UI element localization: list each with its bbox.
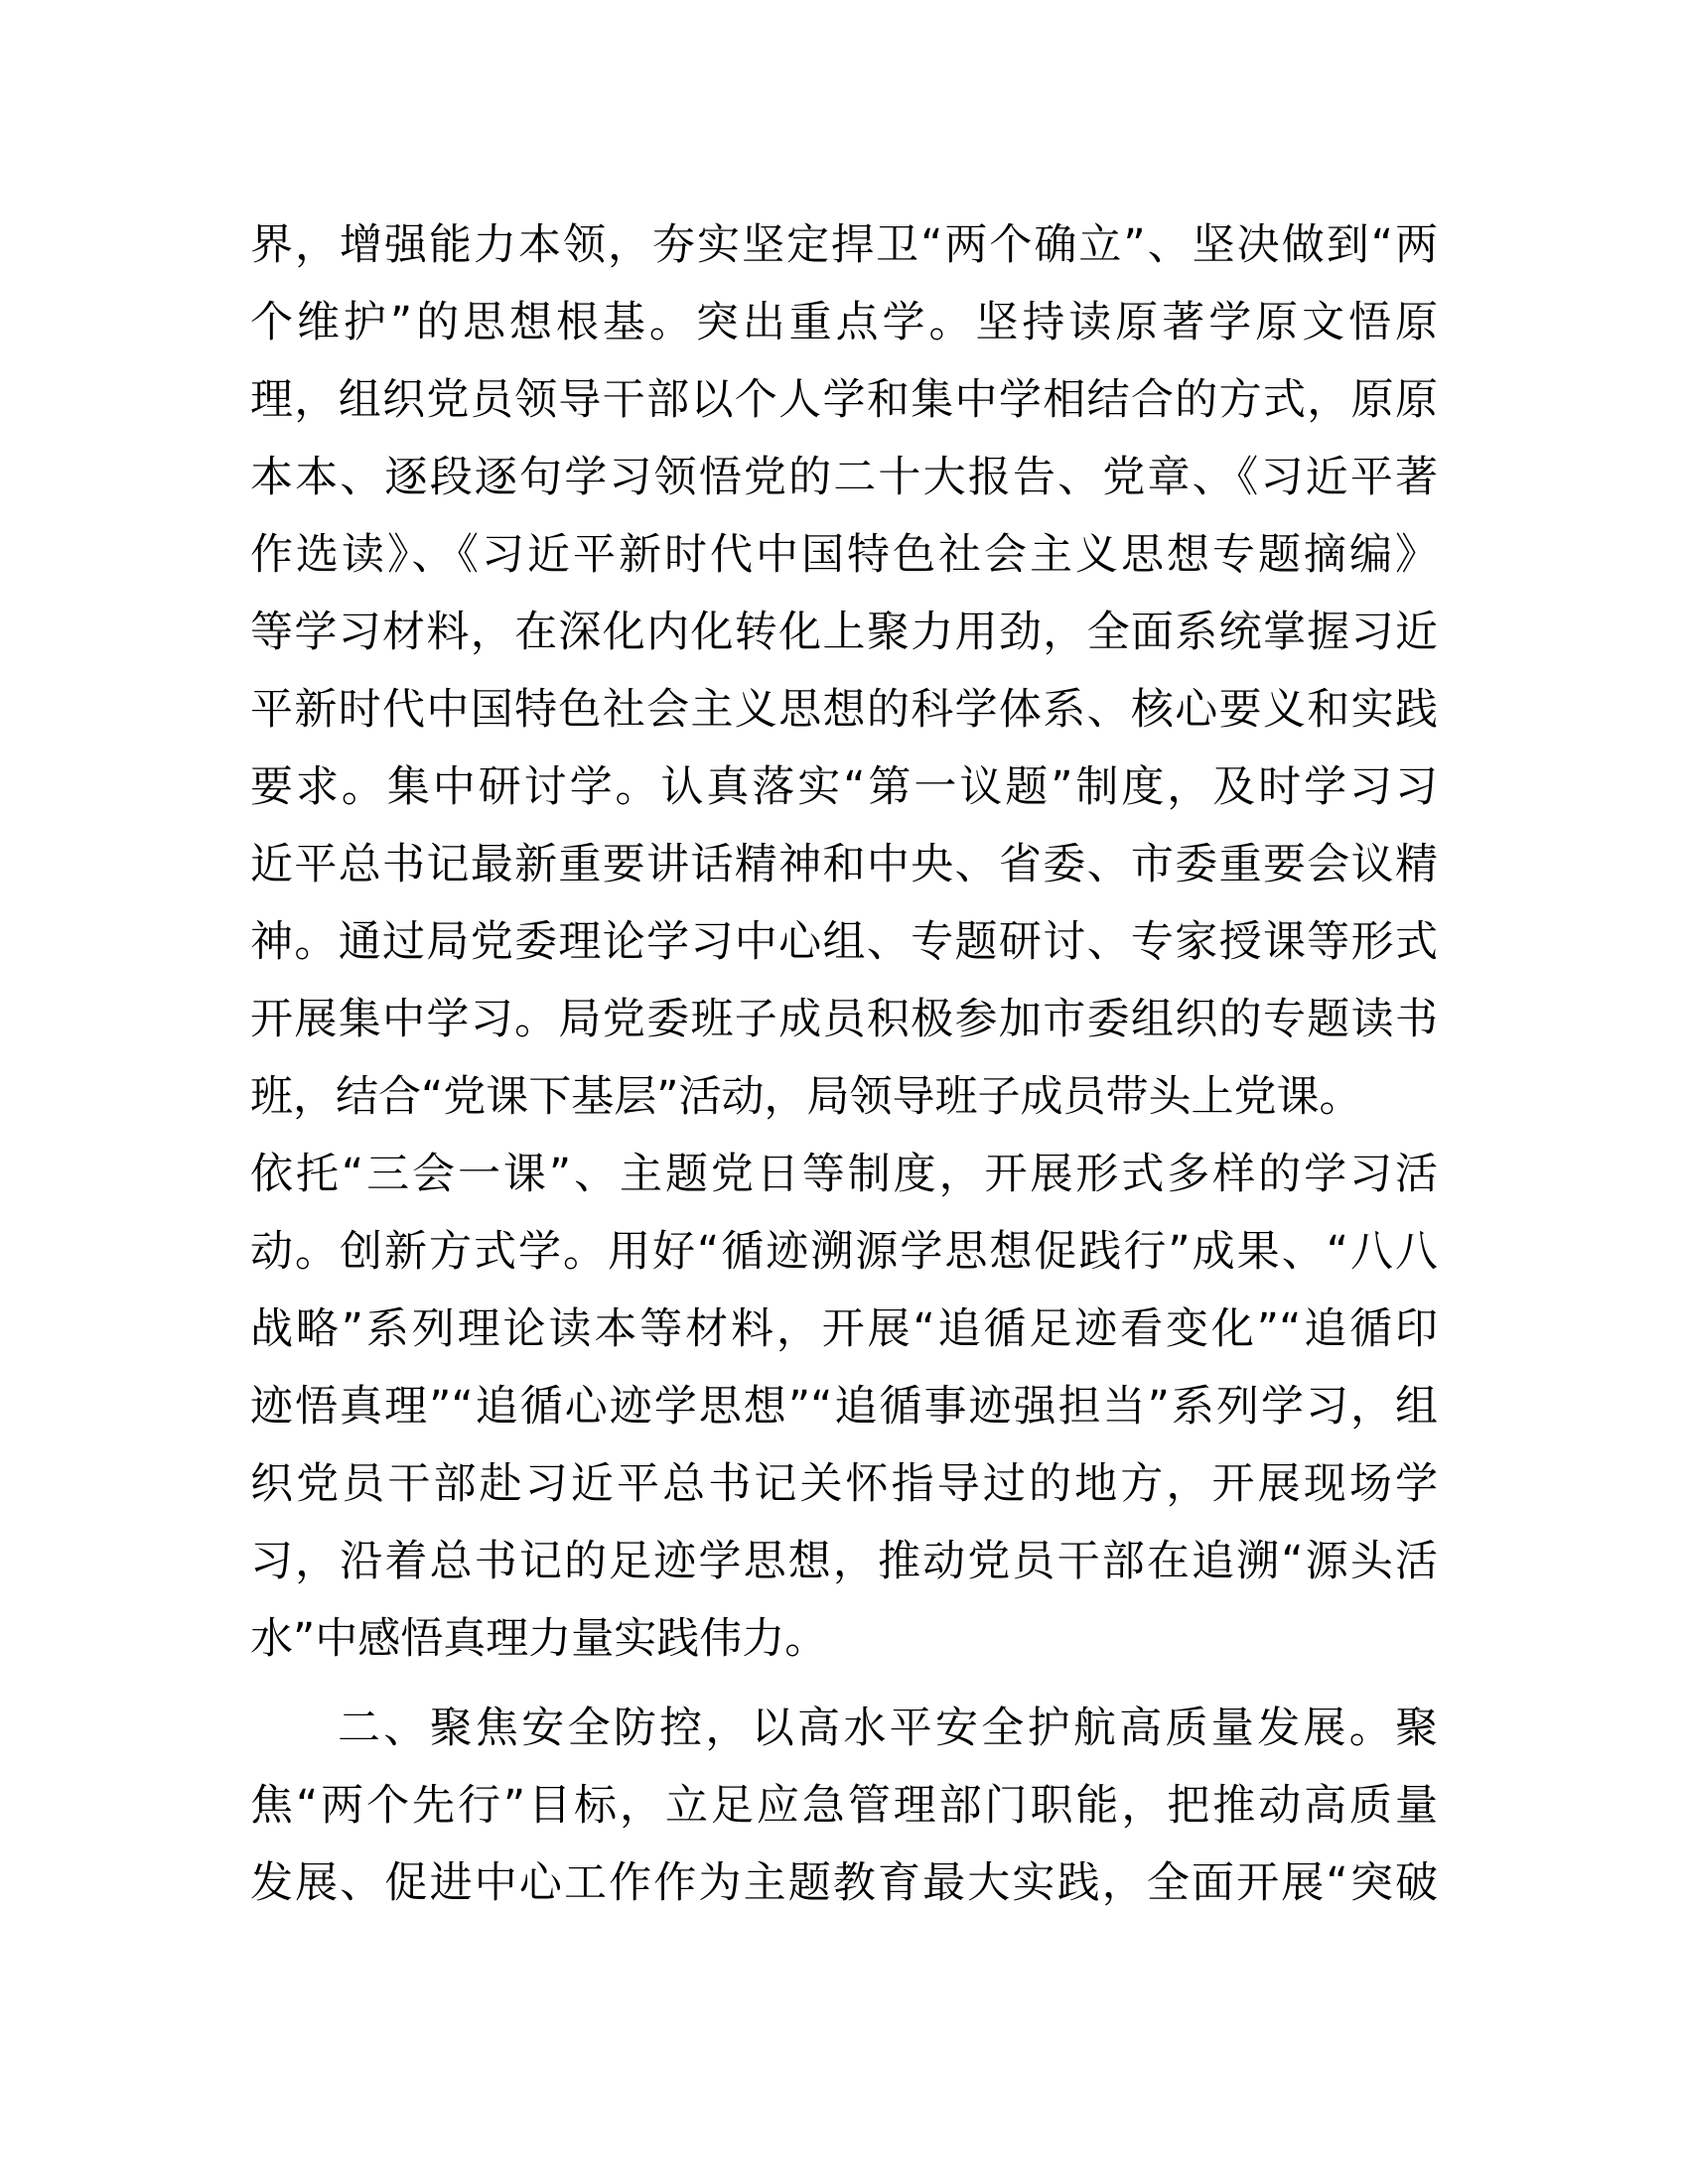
text-line: 理，组织党员领导干部以个人学和集中学相结合的方式，原原 [250, 375, 1438, 425]
text-line: 焦“两个先行”目标，立足应急管理部门职能，把推动高质量 [250, 1781, 1438, 1831]
text-line: 开展集中学习。局党委班子成员积极参加市委组织的专题读书 [250, 995, 1438, 1044]
text-line: 班，结合“党课下基层”活动，局领导班子成员带头上党课。 [250, 1072, 1362, 1122]
text-line: 水”中感悟真理力量实践伟力。 [250, 1614, 828, 1664]
text-line: 织党员干部赴习近平总书记关怀指导过的地方，开展现场学 [250, 1459, 1438, 1509]
text-line: 等学习材料，在深化内化转化上聚力用劲，全面系统掌握习近 [250, 608, 1438, 657]
paragraph-safety-section [250, 1700, 1438, 1932]
text-line: 界，增强能力本领，夯实坚定捍卫“两个确立”、坚决做到“两 [250, 220, 1438, 270]
text-line: 平新时代中国特色社会主义思想的科学体系、核心要义和实践 [250, 685, 1438, 735]
text-line: 迹悟真理”“追循心迹学思想”“追循事迹强担当”系列学习，组 [250, 1382, 1438, 1432]
section-heading-line: 二、聚焦安全防控，以高水平安全护航高质量发展。聚 [338, 1704, 1438, 1753]
text-line: 要求。集中研讨学。认真落实“第一议题”制度，及时学习习 [250, 762, 1438, 812]
text-line: 作选读》、《习近平新时代中国特色社会主义思想专题摘编》 [250, 530, 1438, 580]
text-line: 个维护”的思想根基。突出重点学。坚持读原著学原文悟原 [250, 298, 1438, 347]
text-line: 依托“三会一课”、主题党日等制度，开展形式多样的学习活 [250, 1150, 1438, 1199]
text-line: 神。通过局党委理论学习中心组、专题研讨、专家授课等形式 [250, 917, 1438, 967]
text-line: 战略”系列理论读本等材料，开展“追循足迹看变化”“追循印 [250, 1304, 1438, 1354]
text-line: 发展、促进中心工作作为主题教育最大实践，全面开展“突破 [250, 1858, 1438, 1908]
text-line: 习，沿着总书记的足迹学思想，推动党员干部在追溯“源头活 [250, 1537, 1438, 1586]
text-line: 动。创新方式学。用好“循迹溯源学思想促践行”成果、“八八 [250, 1227, 1438, 1277]
paragraph-study-methods [250, 216, 1438, 1688]
text-line: 近平总书记最新重要讲话精神和中央、省委、市委重要会议精 [250, 840, 1438, 889]
text-line: 本本、逐段逐句学习领悟党的二十大报告、党章、《习近平著 [250, 453, 1438, 502]
